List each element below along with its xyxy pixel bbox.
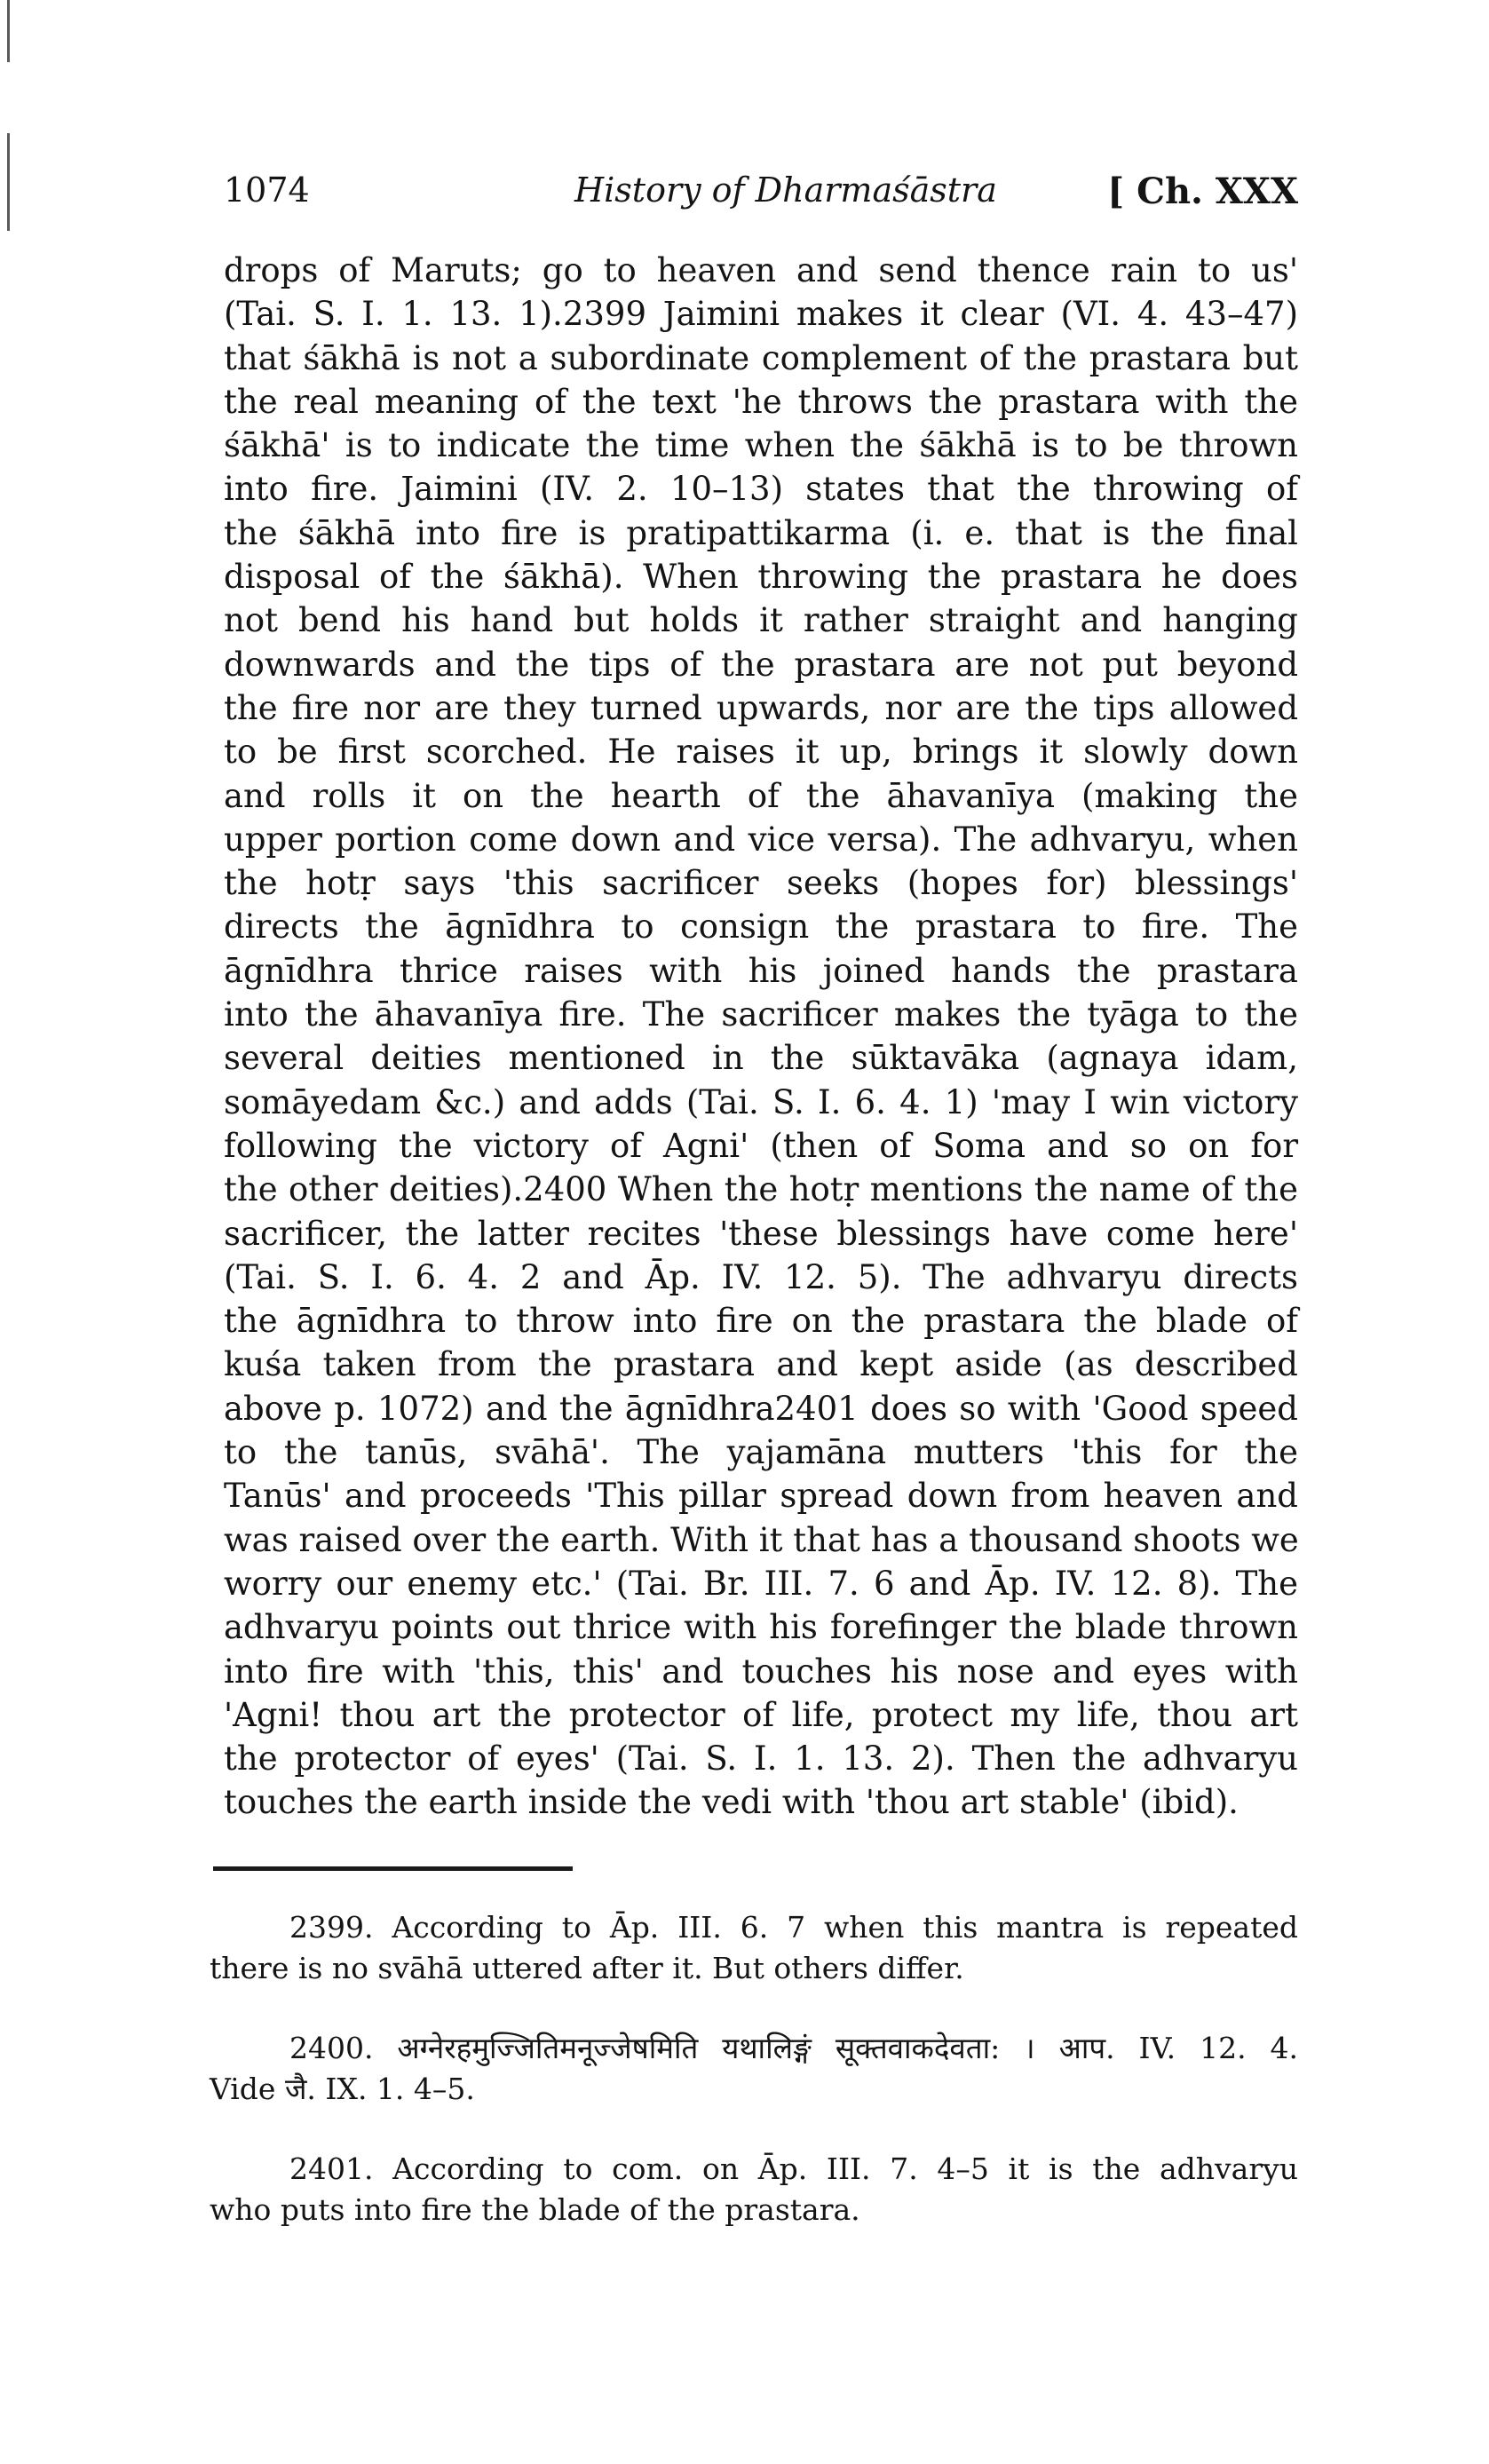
page-number: 1074 (224, 170, 310, 210)
text-line: sacrificer, the latter recites 'these blessings have come here' (224, 1214, 1298, 1253)
text-line: the śākhā into fire is pratipattikarma (i. e. that is the final (224, 513, 1298, 552)
text-line: several deities mentioned in the sūktavāka (agnaya idam, (224, 1039, 1298, 1078)
text-line: Tanūs' and proceeds 'This pillar spread down from heaven and (224, 1477, 1298, 1516)
text-line: disposal of the śākhā). When throwing the prastara he does (224, 558, 1298, 597)
footnote-2401 (210, 2149, 1298, 2230)
text-line: downwards and the tips of the prastara are not put beyond (224, 645, 1298, 684)
text-line: adhvaryu points out thrice with his forefinger the blade thrown (224, 1608, 1298, 1647)
text-line: the other deities).2400 When the hotṛ mentions the name of the (224, 1170, 1298, 1209)
text-line: to be first scorched. He raises it up, brings it slowly down (224, 733, 1298, 772)
text-line: kuśa taken from the prastara and kept aside (as described (224, 1345, 1298, 1384)
text-line: the protector of eyes' (Tai. S. I. 1. 13. 2). Then the adhvaryu (224, 1739, 1298, 1779)
text-line: that śākhā is not a subordinate complement of the prastara but (224, 338, 1298, 377)
footnotes (210, 1907, 1298, 2270)
footnote-line: 2400. अग्नेरहमुज्जितिमनूज्जेषमिति यथालिङ्गं सूक्तवाकदेवता: । आप. IV. 12. 4. (289, 2031, 1298, 2065)
text-line: upper portion come down and vice versa). The adhvaryu, when (224, 820, 1298, 859)
text-line: the real meaning of the text 'he throws the prastara with the (224, 382, 1298, 421)
text-line: somāyedam &c.) and adds (Tai. S. I. 6. 4. 1) 'may I win victory (224, 1082, 1298, 1121)
text-line: into fire with 'this, this' and touches his nose and eyes with (224, 1652, 1298, 1691)
text-line: the āgnīdhra to throw into fire on the prastara the blade of (224, 1302, 1298, 1341)
text-line: śākhā' is to indicate the time when the śākhā is to be thrown (224, 426, 1298, 465)
footnote-line: there is no svāhā uttered after it. But others differ. (210, 1951, 964, 1985)
chapter-reference: [ Ch. XXX (1107, 170, 1298, 212)
text-line: above p. 1072) and the āgnīdhra2401 does so with 'Good speed (224, 1389, 1298, 1428)
text-line: into the āhavanīya fire. The sacrificer makes the tyāga to the (224, 995, 1298, 1034)
text-line: and rolls it on the hearth of the āhavanīya (making the (224, 776, 1298, 815)
footnote-2399 (210, 1907, 1298, 1989)
text-line: drops of Maruts; go to heaven and send thence rain to us' (224, 251, 1298, 289)
running-title: History of Dharmaśāstra (574, 170, 997, 210)
footnote-separator (213, 1866, 573, 1871)
footnote-line: Vide जै. IX. 1. 4–5. (210, 2072, 475, 2106)
footnote-line: 2399. According to Āp. III. 6. 7 when this mantra is repeated (289, 1910, 1298, 1945)
scan-edge-mark (7, 0, 10, 62)
scan-edge-mark (7, 133, 10, 231)
text-line: (Tai. S. I. 6. 4. 2 and Āp. IV. 12. 5). The adhvaryu directs (224, 1257, 1298, 1296)
text-line: to the tanūs, svāhā'. The yajamāna mutters 'this for the (224, 1433, 1298, 1472)
text-line: following the victory of Agni' (then of Soma and so on for (224, 1126, 1298, 1165)
text-line: not bend his hand but holds it rather straight and hanging (224, 601, 1298, 640)
footnote-line: who puts into fire the blade of the prastara. (210, 2192, 860, 2227)
text-line: worry our enemy etc.' (Tai. Br. III. 7. 6 and Āp. IV. 12. 8). The (224, 1564, 1298, 1603)
page-header (224, 170, 1298, 224)
text-line: was raised over the earth. With it that has a thousand shoots we (224, 1520, 1299, 1559)
text-line: 'Agni! thou art the protector of life, protect my life, thou art (224, 1695, 1298, 1734)
text-line: directs the āgnīdhra to consign the prastara to fire. The (224, 907, 1298, 947)
main-text-block (224, 249, 1298, 1825)
text-line: the hotṛ says 'this sacrificer seeks (hopes for) blessings' (224, 864, 1298, 903)
footnote-line: 2401. According to com. on Āp. III. 7. 4–5 it is the adhvaryu (289, 2151, 1298, 2186)
text-line: touches the earth inside the vedi with 'thou art stable' (ibid). (224, 1783, 1239, 1822)
text-line: the fire nor are they turned upwards, nor are the tips allowed (224, 688, 1298, 727)
text-line: āgnīdhra thrice raises with his joined hands the prastara (224, 951, 1298, 990)
text-line: (Tai. S. I. 1. 13. 1).2399 Jaimini makes it clear (VI. 4. 43–47) (224, 295, 1298, 334)
footnote-2400 (210, 2028, 1298, 2110)
text-line: into fire. Jaimini (IV. 2. 10–13) states that the throwing of (224, 470, 1298, 509)
